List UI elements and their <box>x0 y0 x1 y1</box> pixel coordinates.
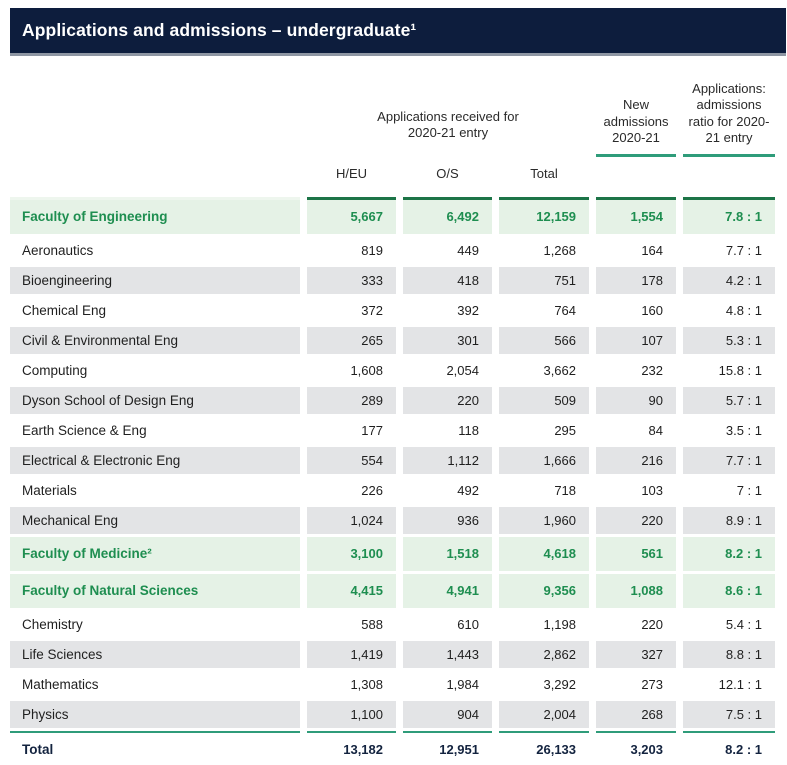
cell-o-s: 610 <box>403 611 492 638</box>
cell-total: 4,618 <box>499 537 589 571</box>
cell-total: 295 <box>499 417 589 444</box>
cell-ratio: 8.8 : 1 <box>683 641 775 668</box>
row-label: Civil & Environmental Eng <box>10 327 300 354</box>
cell-ratio: 5.3 : 1 <box>683 327 775 354</box>
total-cell-total: 26,133 <box>499 731 589 765</box>
cell-total: 9,356 <box>499 574 589 608</box>
row-label: Materials <box>10 477 300 504</box>
subheader-h-eu: H/EU <box>335 166 368 181</box>
cell-ratio: 12.1 : 1 <box>683 671 775 698</box>
cell-total: 509 <box>499 387 589 414</box>
cell-ratio: 5.4 : 1 <box>683 611 775 638</box>
cell-admissions: 232 <box>596 357 676 384</box>
cell-h-eu: 4,415 <box>307 574 396 608</box>
cell-h-eu: 177 <box>307 417 396 444</box>
table-row <box>10 387 775 414</box>
cell-total: 718 <box>499 477 589 504</box>
cell-ratio: 3.5 : 1 <box>683 417 775 444</box>
cell-admissions: 107 <box>596 327 676 354</box>
row-label: Faculty of Engineering <box>10 197 300 234</box>
cell-total: 566 <box>499 327 589 354</box>
subheader-empty <box>596 160 676 194</box>
cell-o-s: 904 <box>403 701 492 728</box>
total-row <box>10 731 775 765</box>
cell-o-s: 492 <box>403 477 492 504</box>
cell-ratio: 15.8 : 1 <box>683 357 775 384</box>
total-cell-ratio: 8.2 : 1 <box>683 731 775 765</box>
cell-ratio: 4.2 : 1 <box>683 267 775 294</box>
cell-admissions: 268 <box>596 701 676 728</box>
row-label: Mechanical Eng <box>10 507 300 534</box>
table-row <box>10 477 775 504</box>
subheader-o-s: O/S <box>436 166 459 181</box>
cell-h-eu: 1,308 <box>307 671 396 698</box>
cell-ratio: 7.8 : 1 <box>683 197 775 234</box>
cell-admissions: 327 <box>596 641 676 668</box>
cell-o-s: 1,984 <box>403 671 492 698</box>
cell-o-s: 1,518 <box>403 537 492 571</box>
table-row <box>10 641 775 668</box>
table-row <box>10 701 775 728</box>
cell-admissions: 160 <box>596 297 676 324</box>
table-row <box>10 237 775 264</box>
cell-total: 12,159 <box>499 197 589 234</box>
cell-h-eu: 5,667 <box>307 197 396 234</box>
column-header-new-admissions <box>596 81 676 157</box>
row-label: Computing <box>10 357 300 384</box>
table-row <box>10 447 775 474</box>
row-label: Bioengineering <box>10 267 300 294</box>
cell-o-s: 301 <box>403 327 492 354</box>
cell-ratio: 7.7 : 1 <box>683 237 775 264</box>
cell-o-s: 4,941 <box>403 574 492 608</box>
subheader-empty <box>10 160 300 194</box>
table-header-groups <box>10 81 775 157</box>
total-cell-admissions: 3,203 <box>596 731 676 765</box>
row-label: Faculty of Natural Sciences <box>10 574 300 608</box>
cell-ratio: 8.9 : 1 <box>683 507 775 534</box>
cell-total: 3,662 <box>499 357 589 384</box>
table-row <box>10 357 775 384</box>
cell-admissions: 220 <box>596 507 676 534</box>
cell-h-eu: 226 <box>307 477 396 504</box>
row-label: Physics <box>10 701 300 728</box>
total-row-label: Total <box>10 731 300 765</box>
cell-o-s: 2,054 <box>403 357 492 384</box>
cell-h-eu: 289 <box>307 387 396 414</box>
row-label: Mathematics <box>10 671 300 698</box>
subheader-empty <box>683 160 775 194</box>
cell-admissions: 216 <box>596 447 676 474</box>
table-row <box>10 507 775 534</box>
table-row <box>10 537 775 571</box>
cell-h-eu: 554 <box>307 447 396 474</box>
cell-h-eu: 1,024 <box>307 507 396 534</box>
cell-ratio: 7.7 : 1 <box>683 447 775 474</box>
cell-h-eu: 372 <box>307 297 396 324</box>
table-row <box>10 327 775 354</box>
cell-h-eu: 1,100 <box>307 701 396 728</box>
cell-total: 1,666 <box>499 447 589 474</box>
row-label: Faculty of Medicine² <box>10 537 300 571</box>
table-row <box>10 574 775 608</box>
cell-ratio: 8.2 : 1 <box>683 537 775 571</box>
cell-admissions: 90 <box>596 387 676 414</box>
cell-h-eu: 3,100 <box>307 537 396 571</box>
cell-admissions: 1,088 <box>596 574 676 608</box>
cell-total: 1,198 <box>499 611 589 638</box>
cell-o-s: 1,112 <box>403 447 492 474</box>
new-admissions-label: New admissions 2020-21 <box>603 97 669 145</box>
admissions-table <box>3 78 782 765</box>
table-row <box>10 671 775 698</box>
cell-o-s: 220 <box>403 387 492 414</box>
table-row <box>10 417 775 444</box>
cell-admissions: 273 <box>596 671 676 698</box>
subheader-total: Total <box>530 166 558 181</box>
table-row <box>10 197 775 234</box>
cell-h-eu: 1,419 <box>307 641 396 668</box>
table-body <box>10 197 775 728</box>
table-row <box>10 611 775 638</box>
row-label: Earth Science & Eng <box>10 417 300 444</box>
cell-ratio: 5.7 : 1 <box>683 387 775 414</box>
column-header-empty <box>10 81 300 157</box>
cell-admissions: 220 <box>596 611 676 638</box>
row-label: Chemical Eng <box>10 297 300 324</box>
cell-ratio: 7.5 : 1 <box>683 701 775 728</box>
cell-total: 751 <box>499 267 589 294</box>
cell-h-eu: 265 <box>307 327 396 354</box>
cell-o-s: 392 <box>403 297 492 324</box>
cell-admissions: 561 <box>596 537 676 571</box>
row-label: Aeronautics <box>10 237 300 264</box>
table-row <box>10 297 775 324</box>
cell-admissions: 164 <box>596 237 676 264</box>
column-header-applications-group <box>307 81 589 157</box>
cell-o-s: 418 <box>403 267 492 294</box>
cell-ratio: 7 : 1 <box>683 477 775 504</box>
cell-total: 2,004 <box>499 701 589 728</box>
cell-admissions: 178 <box>596 267 676 294</box>
cell-total: 2,862 <box>499 641 589 668</box>
table-row <box>10 267 775 294</box>
applications-group-label: Applications received for 2020-21 entry <box>377 108 519 140</box>
row-label: Dyson School of Design Eng <box>10 387 300 414</box>
cell-o-s: 6,492 <box>403 197 492 234</box>
total-cell-o-s: 12,951 <box>403 731 492 765</box>
cell-o-s: 449 <box>403 237 492 264</box>
cell-total: 1,268 <box>499 237 589 264</box>
row-label: Chemistry <box>10 611 300 638</box>
cell-ratio: 8.6 : 1 <box>683 574 775 608</box>
cell-o-s: 118 <box>403 417 492 444</box>
cell-h-eu: 588 <box>307 611 396 638</box>
cell-total: 3,292 <box>499 671 589 698</box>
cell-admissions: 1,554 <box>596 197 676 234</box>
cell-h-eu: 819 <box>307 237 396 264</box>
column-header-ratio <box>683 81 775 157</box>
cell-h-eu: 1,608 <box>307 357 396 384</box>
cell-o-s: 1,443 <box>403 641 492 668</box>
title-bar <box>10 8 786 56</box>
cell-admissions: 103 <box>596 477 676 504</box>
cell-total: 1,960 <box>499 507 589 534</box>
cell-ratio: 4.8 : 1 <box>683 297 775 324</box>
cell-total: 764 <box>499 297 589 324</box>
cell-o-s: 936 <box>403 507 492 534</box>
row-label: Electrical & Electronic Eng <box>10 447 300 474</box>
total-cell-h-eu: 13,182 <box>307 731 396 765</box>
ratio-label: Applications: admissions ratio for 2020-21 entry <box>688 81 770 145</box>
cell-h-eu: 333 <box>307 267 396 294</box>
page-title: Applications and admissions – undergraduate¹ <box>22 20 417 40</box>
table-subheaders <box>10 160 775 194</box>
cell-admissions: 84 <box>596 417 676 444</box>
row-label: Life Sciences <box>10 641 300 668</box>
